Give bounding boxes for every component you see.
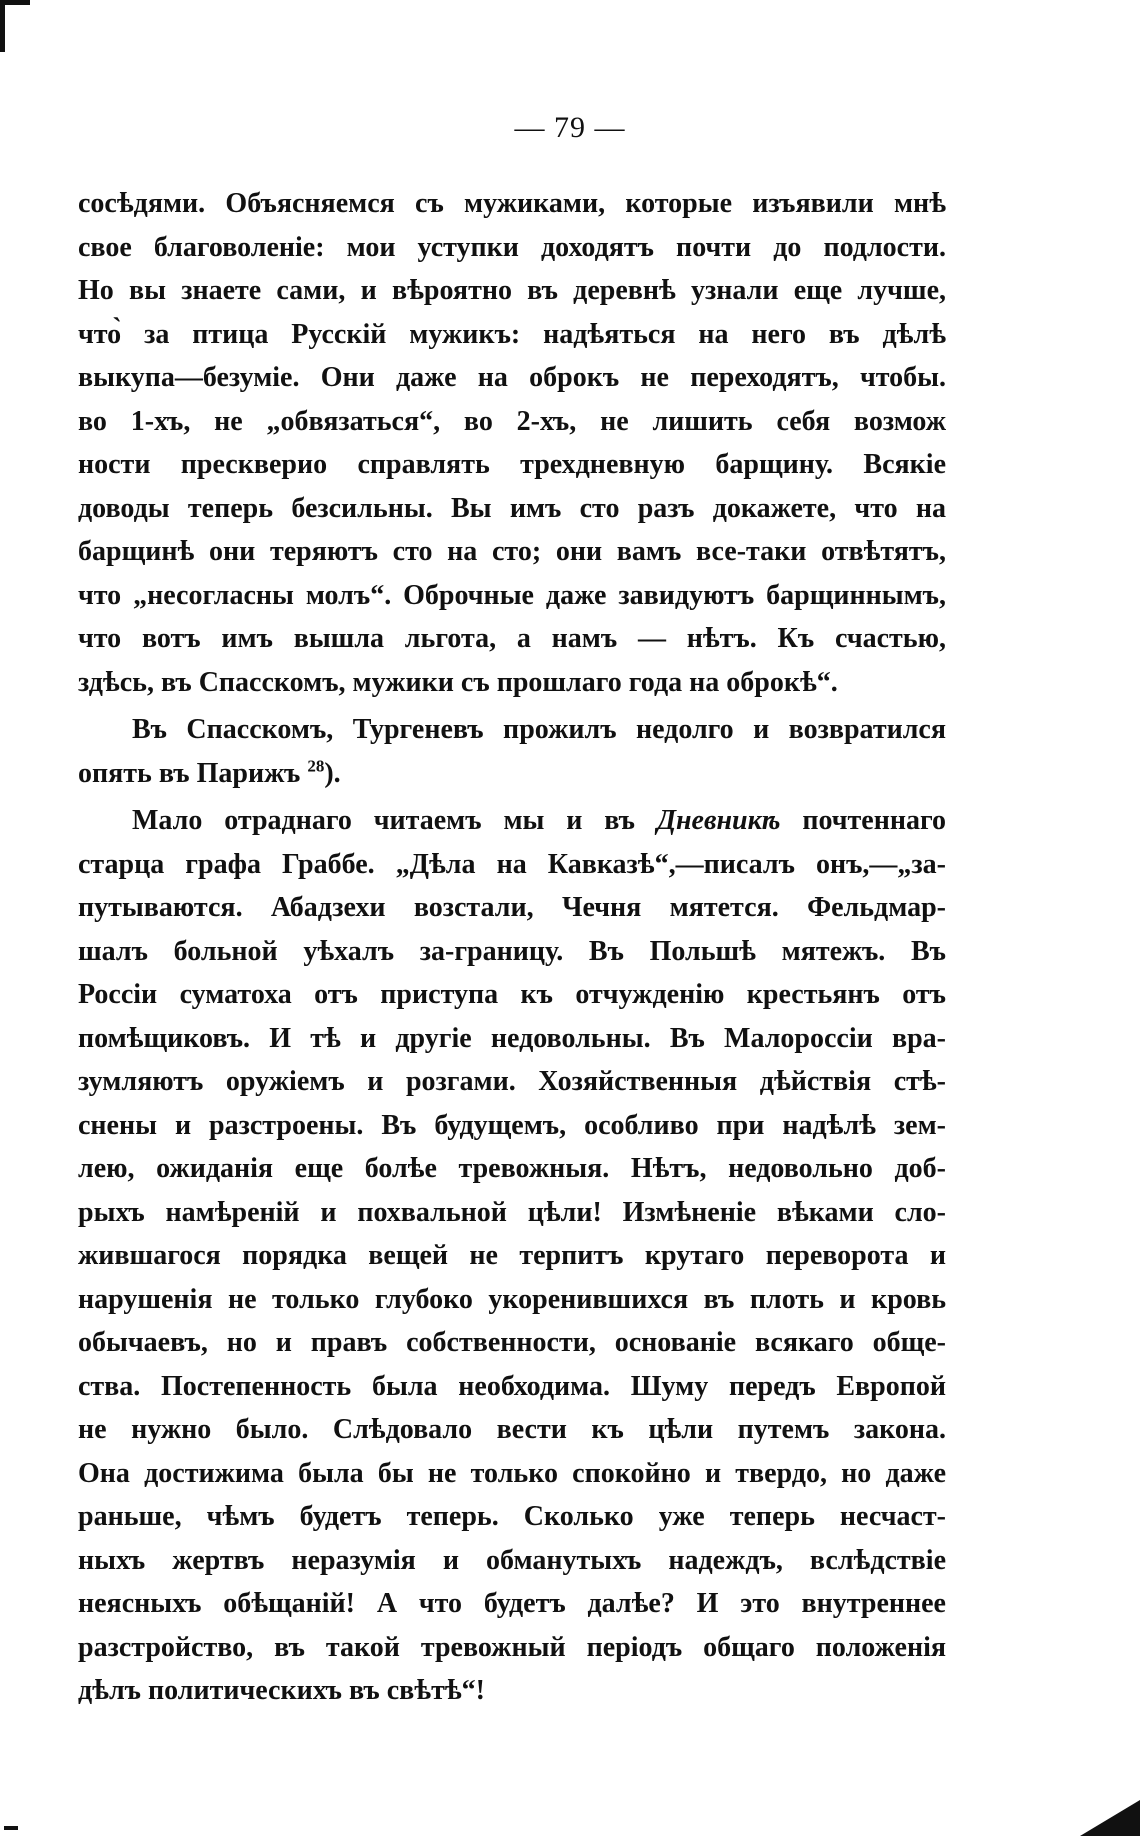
- text-line: [78, 799, 946, 843]
- line-text: ).: [324, 757, 341, 789]
- line-text: Мало отраднаго читаемъ мы и въ: [132, 805, 635, 836]
- line-text: почтеннаго: [802, 805, 947, 836]
- text-line: помѣщиковъ. И тѣ и другіе недовольны. Въ Малороссіи вра-: [78, 1022, 946, 1054]
- text-line: что вотъ имъ вышла льгота, а намъ — нѣтъ. Къ счастью,: [78, 623, 946, 654]
- text-line: рыхъ намѣреній и похвальной цѣли! Измѣненіе вѣками сло-: [78, 1196, 946, 1228]
- footnote-reference[interactable]: 28: [307, 756, 325, 776]
- line-text: опять въ Парижъ: [78, 757, 301, 789]
- text-line: сосѣдями. Объясняемся съ мужиками, которые изъявили мнѣ: [78, 188, 946, 219]
- text-line: не нужно было. Слѣдовало вести къ цѣли путемъ закона.: [78, 1414, 946, 1445]
- text-line: путываются. Абадзехи возстали, Чечня мятется. Фельдмар-: [78, 892, 946, 923]
- text-line: ности пресквериo справлять трехдневную барщину. Всякіе: [78, 449, 946, 480]
- text-line: зумляютъ оружіемъ и розгами. Хозяйственныя дѣйствія стѣ-: [78, 1066, 946, 1097]
- scan-edge-mark: [4, 1826, 18, 1830]
- text-line: шалъ больной уѣхалъ за-границу. Въ Польшѣ мятежъ. Въ: [78, 935, 946, 967]
- text-line: раньше, чѣмъ будетъ теперь. Сколько уже теперь несчаст-: [78, 1501, 946, 1532]
- text-line: во 1-хъ, не „обвязаться“, во 2-хъ, не лишить себя возмож: [78, 405, 946, 437]
- text-line: обычаевъ, но и правъ собственности, основаніе всякаго обще-: [78, 1327, 946, 1358]
- body-text: [78, 182, 946, 1713]
- text-line: Но вы знаете сами, и вѣроятно въ деревнѣ узнали еще лучше,: [78, 275, 946, 306]
- paragraph-2: [78, 708, 946, 795]
- text-line: [78, 752, 946, 796]
- page-number: — 79 —: [514, 111, 626, 144]
- text-line: Она достижима была бы не только спокойно и твердо, но даже: [78, 1457, 946, 1489]
- book-title-italic: Дневникѣ: [656, 805, 781, 836]
- text-line: свое благоволеніе: мои уступки доходятъ почти до подлости.: [78, 231, 946, 263]
- text-line: неясныхъ обѣщаній! А что будетъ далѣе? И это внутреннее: [78, 1588, 946, 1619]
- text-line: доводы теперь безсильны. Вы имъ сто разъ докажете, что на: [78, 492, 946, 524]
- paragraph-1: [78, 182, 946, 704]
- text-line: Россіи суматоха отъ приступа къ отчужденію крестьянъ отъ: [78, 979, 946, 1010]
- text-line: ства. Постепенность была необходима. Шуму передъ Европой: [78, 1370, 946, 1402]
- text-line: лею, ожиданія еще болѣе тревожныя. Нѣтъ, недовольно доб-: [78, 1153, 946, 1184]
- text-line: здѣсь, въ Спасскомъ, мужики съ прошлаго года на оброкѣ“.: [78, 666, 838, 698]
- text-line: дѣлъ политическихъ въ свѣтѣ“!: [78, 1675, 485, 1706]
- text-line: выкупа—безуміе. Они даже на оброкъ не переходятъ, чтобы.: [78, 362, 946, 393]
- scan-edge-mark: [1080, 1800, 1140, 1836]
- paragraph-3: [78, 799, 946, 1713]
- text-line: ныхъ жертвъ неразумія и обманутыхъ надеждъ, вслѣдствіе: [78, 1544, 946, 1576]
- text-line: Въ Спасскомъ, Тургеневъ прожилъ недолго и возвратился: [132, 714, 946, 745]
- text-line: что̀ за птица Русскій мужикъ: надѣяться на него въ дѣлѣ: [78, 318, 946, 350]
- text-line: снены и разстроены. Въ будущемъ, особливо при надѣлѣ зем-: [78, 1109, 946, 1141]
- text-line: барщинѣ они теряютъ сто на сто; они вамъ все-таки отвѣтятъ,: [78, 536, 946, 567]
- text-line: разстройство, въ такой тревожный періодъ общаго положенія: [78, 1631, 946, 1663]
- text-line: что „несогласны молъ“. Оброчные даже завидуютъ барщиннымъ,: [78, 579, 946, 611]
- scan-edge-mark: [0, 0, 5, 52]
- text-line: жившагося порядка вещей не терпитъ крутаго переворота и: [78, 1240, 946, 1271]
- text-line: нарушенія не только глубоко укоренившихся въ плоть и кровь: [78, 1283, 946, 1315]
- text-line: старца графа Граббе. „Дѣла на Кавказѣ“,—писалъ онъ,—„за-: [78, 848, 946, 880]
- scan-edge-mark: [0, 0, 30, 5]
